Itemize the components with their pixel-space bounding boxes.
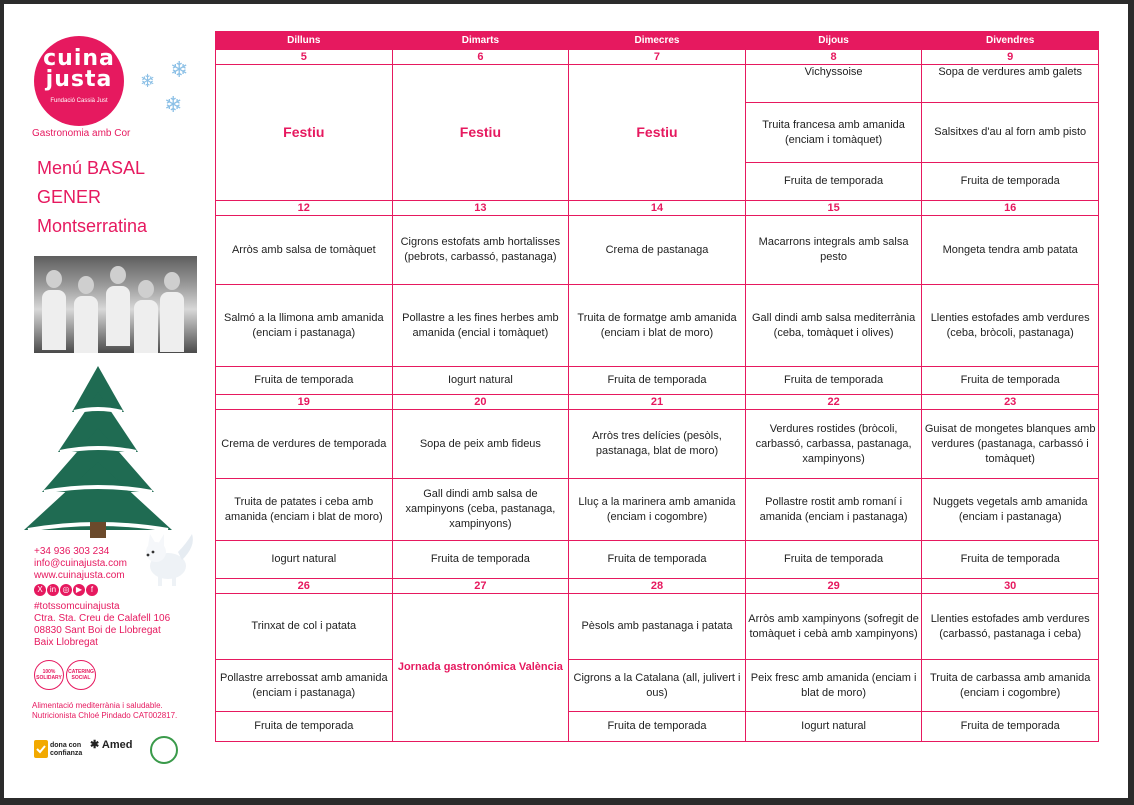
second-course-cell: Cigrons a la Catalana (all, julivert i ous) bbox=[569, 660, 746, 712]
date-cell: 5 bbox=[216, 50, 393, 65]
date-cell: 16 bbox=[922, 201, 1099, 216]
holiday-cell: Festiu bbox=[392, 65, 569, 201]
menu-page bbox=[4, 4, 1128, 798]
social-links bbox=[34, 584, 99, 598]
cuina-justa-logo bbox=[34, 36, 124, 126]
menu-school: Montserratina bbox=[37, 216, 148, 236]
menu-month: GENER bbox=[37, 187, 102, 207]
confianza-line-1: dona con bbox=[50, 742, 82, 749]
dessert-cell: Fruita de temporada bbox=[569, 712, 746, 742]
first-course-cell: Pèsols amb pastanaga i patata bbox=[569, 594, 746, 660]
facebook-icon[interactable]: f bbox=[86, 584, 98, 596]
first-course-cell: Verdures rostides (bròcoli, carbassó, carbassa, pastanaga, xampinyons) bbox=[745, 410, 922, 479]
dessert-cell: Fruita de temporada bbox=[569, 367, 746, 395]
dessert-cell: Fruita de temporada bbox=[216, 367, 393, 395]
second-course-cell: Salsitxes d'au al forn amb pisto bbox=[922, 103, 1099, 163]
date-cell: 12 bbox=[216, 201, 393, 216]
nutrition-note-line-1: Alimentació mediterrània i saludable. bbox=[32, 701, 163, 710]
first-course-cell: Arròs amb xampinyons (sofregit de tomàquet i cebà amb xampinyons) bbox=[745, 594, 922, 660]
first-course-cell: Sopa de peix amb fideus bbox=[392, 410, 569, 479]
dessert-cell: Fruita de temporada bbox=[922, 712, 1099, 742]
dessert-cell: Fruita de temporada bbox=[745, 541, 922, 579]
date-cell: 26 bbox=[216, 579, 393, 594]
logo-foundation: Fundació Cassià Just bbox=[50, 98, 108, 104]
team-photo bbox=[34, 256, 197, 353]
first-course-cell: Arròs amb salsa de tomàquet bbox=[216, 216, 393, 285]
first-course-cell: Cigrons estofats amb hortalisses (pebrots, carbassó, pastanaga) bbox=[392, 216, 569, 285]
date-cell: 29 bbox=[745, 579, 922, 594]
dessert-cell: Iogurt natural bbox=[216, 541, 393, 579]
date-cell: 19 bbox=[216, 395, 393, 410]
day-header-friday: Divendres bbox=[922, 32, 1099, 50]
address-line-3: Baix Llobregat bbox=[34, 637, 98, 648]
day-header-monday: Dilluns bbox=[216, 32, 393, 50]
first-course-cell: Crema de pastanaga bbox=[569, 216, 746, 285]
menu-title: Menú BASAL bbox=[37, 158, 146, 178]
date-cell: 15 bbox=[745, 201, 922, 216]
confianza-line-2: confianza bbox=[50, 750, 83, 757]
second-course-cell: Pollastre arrebossat amb amanida (enciam i pastanaga) bbox=[216, 660, 393, 712]
holiday-cell: Festiu bbox=[569, 65, 746, 201]
second-course-cell: Gall dindi amb salsa de xampinyons (ceba, pastanaga, xampinyons) bbox=[392, 479, 569, 541]
youtube-icon[interactable]: ▶ bbox=[73, 584, 85, 596]
dessert-cell: Fruita de temporada bbox=[392, 541, 569, 579]
day-header-wednesday: Dimecres bbox=[569, 32, 746, 50]
dessert-cell: Fruita de temporada bbox=[922, 541, 1099, 579]
second-course-cell: Truita de patates i ceba amb amanida (enciam i blat de moro) bbox=[216, 479, 393, 541]
date-cell: 22 bbox=[745, 395, 922, 410]
first-course-cell: Guisat de mongetes blanques amb verdures (pastanaga, carbassó i tomàquet) bbox=[922, 410, 1099, 479]
date-cell: 13 bbox=[392, 201, 569, 216]
hashtag: #totssomcuinajusta bbox=[34, 601, 120, 612]
second-course-cell: Nuggets vegetals amb amanida (enciam i pastanaga) bbox=[922, 479, 1099, 541]
dessert-cell: Fruita de temporada bbox=[745, 367, 922, 395]
second-course-cell: Pollastre a les fines herbes amb amanida (encial i tomàquet) bbox=[392, 285, 569, 367]
date-cell: 30 bbox=[922, 579, 1099, 594]
first-course-cell: Vichyssoise bbox=[745, 65, 922, 103]
x-icon[interactable]: X bbox=[34, 584, 46, 596]
snowflake-icon: ❄ bbox=[140, 71, 156, 91]
contact-website[interactable]: www.cuinajusta.com bbox=[34, 570, 125, 581]
first-course-cell: Llenties estofades amb verdures (carbassó, pastanaga i ceba) bbox=[922, 594, 1099, 660]
second-course-cell: Truita francesa amb amanida (enciam i tomàquet) bbox=[745, 103, 922, 163]
date-cell: 6 bbox=[392, 50, 569, 65]
date-cell: 7 bbox=[569, 50, 746, 65]
second-course-cell: Truita de formatge amb amanida (enciam i blat de moro) bbox=[569, 285, 746, 367]
date-cell: 20 bbox=[392, 395, 569, 410]
first-course-cell: Mongeta tendra amb patata bbox=[922, 216, 1099, 285]
address-line-1: Ctra. Sta. Creu de Calafell 106 bbox=[34, 613, 171, 624]
special-day-cell: Jornada gastronómica València bbox=[392, 594, 569, 742]
amed-label: Amed bbox=[101, 739, 133, 751]
date-cell: 23 bbox=[922, 395, 1099, 410]
catering-social-badge: CATERING SOCIAL bbox=[66, 660, 96, 690]
first-course-cell: Macarrons integrals amb salsa pesto bbox=[745, 216, 922, 285]
christmas-tree-illustration bbox=[14, 362, 182, 542]
amed-figure-icon: ✱ bbox=[90, 739, 100, 751]
dessert-cell: Fruita de temporada bbox=[216, 712, 393, 742]
dessert-cell: Fruita de temporada bbox=[569, 541, 746, 579]
address-line-2: 08830 Sant Boi de Llobregat bbox=[34, 625, 161, 636]
holiday-cell: Festiu bbox=[216, 65, 393, 201]
snowflake-icon: ❄ bbox=[164, 92, 183, 117]
dona-con-confianza-logo bbox=[34, 738, 84, 760]
date-cell: 9 bbox=[922, 50, 1099, 65]
first-course-cell: Crema de verdures de temporada bbox=[216, 410, 393, 479]
first-course-cell: Trinxat de col i patata bbox=[216, 594, 393, 660]
second-course-cell: Peix fresc amb amanida (enciam i blat de moro) bbox=[745, 660, 922, 712]
day-header-thursday: Dijous bbox=[745, 32, 922, 50]
arctic-fox-illustration bbox=[134, 526, 198, 590]
day-header-tuesday: Dimarts bbox=[392, 32, 569, 50]
date-cell: 27 bbox=[392, 579, 569, 594]
green-seal-logo bbox=[150, 736, 178, 764]
dessert-cell: Iogurt natural bbox=[745, 712, 922, 742]
second-course-cell: Lluç a la marinera amb amanida (enciam i cogombre) bbox=[569, 479, 746, 541]
first-course-cell: Arròs tres delícies (pesòls, pastanaga, blat de moro) bbox=[569, 410, 746, 479]
dessert-cell: Fruita de temporada bbox=[922, 367, 1099, 395]
second-course-cell: Gall dindi amb salsa mediterrània (ceba, tomàquet i olives) bbox=[745, 285, 922, 367]
logo-line-2: justa bbox=[45, 67, 113, 92]
snowflake-icon: ❄ bbox=[170, 57, 189, 82]
second-course-cell: Llenties estofades amb verdures (ceba, bròcoli, pastanaga) bbox=[922, 285, 1099, 367]
amed-logo bbox=[90, 738, 142, 760]
second-course-cell: Salmó a la llimona amb amanida (enciam i pastanaga) bbox=[216, 285, 393, 367]
nutrition-note-line-2: Nutricionista Chloé Pindado CAT002817. bbox=[32, 711, 178, 720]
date-cell: 21 bbox=[569, 395, 746, 410]
second-course-cell: Pollastre rostit amb romaní i amanida (enciam i pastanaga) bbox=[745, 479, 922, 541]
first-course-cell: Sopa de verdures amb galets bbox=[922, 65, 1099, 103]
linkedin-icon[interactable]: in bbox=[47, 584, 59, 596]
contact-email[interactable]: info@cuinajusta.com bbox=[34, 558, 127, 569]
second-course-cell: Truita de carbassa amb amanida (enciam i cogombre) bbox=[922, 660, 1099, 712]
dessert-cell: Fruita de temporada bbox=[922, 163, 1099, 201]
date-cell: 28 bbox=[569, 579, 746, 594]
dessert-cell: Fruita de temporada bbox=[745, 163, 922, 201]
date-cell: 14 bbox=[569, 201, 746, 216]
contact-phone[interactable]: +34 936 303 234 bbox=[34, 546, 110, 557]
date-cell: 8 bbox=[745, 50, 922, 65]
solidary-badge: 100% SOLIDARY bbox=[34, 660, 64, 690]
dessert-cell: Iogurt natural bbox=[392, 367, 569, 395]
logo-line-1: cuina bbox=[43, 46, 115, 71]
instagram-icon[interactable]: ◎ bbox=[60, 584, 72, 596]
menu-calendar bbox=[215, 31, 1099, 742]
nutrition-note bbox=[32, 701, 177, 721]
tagline: Gastronomia amb Cor bbox=[32, 128, 131, 139]
